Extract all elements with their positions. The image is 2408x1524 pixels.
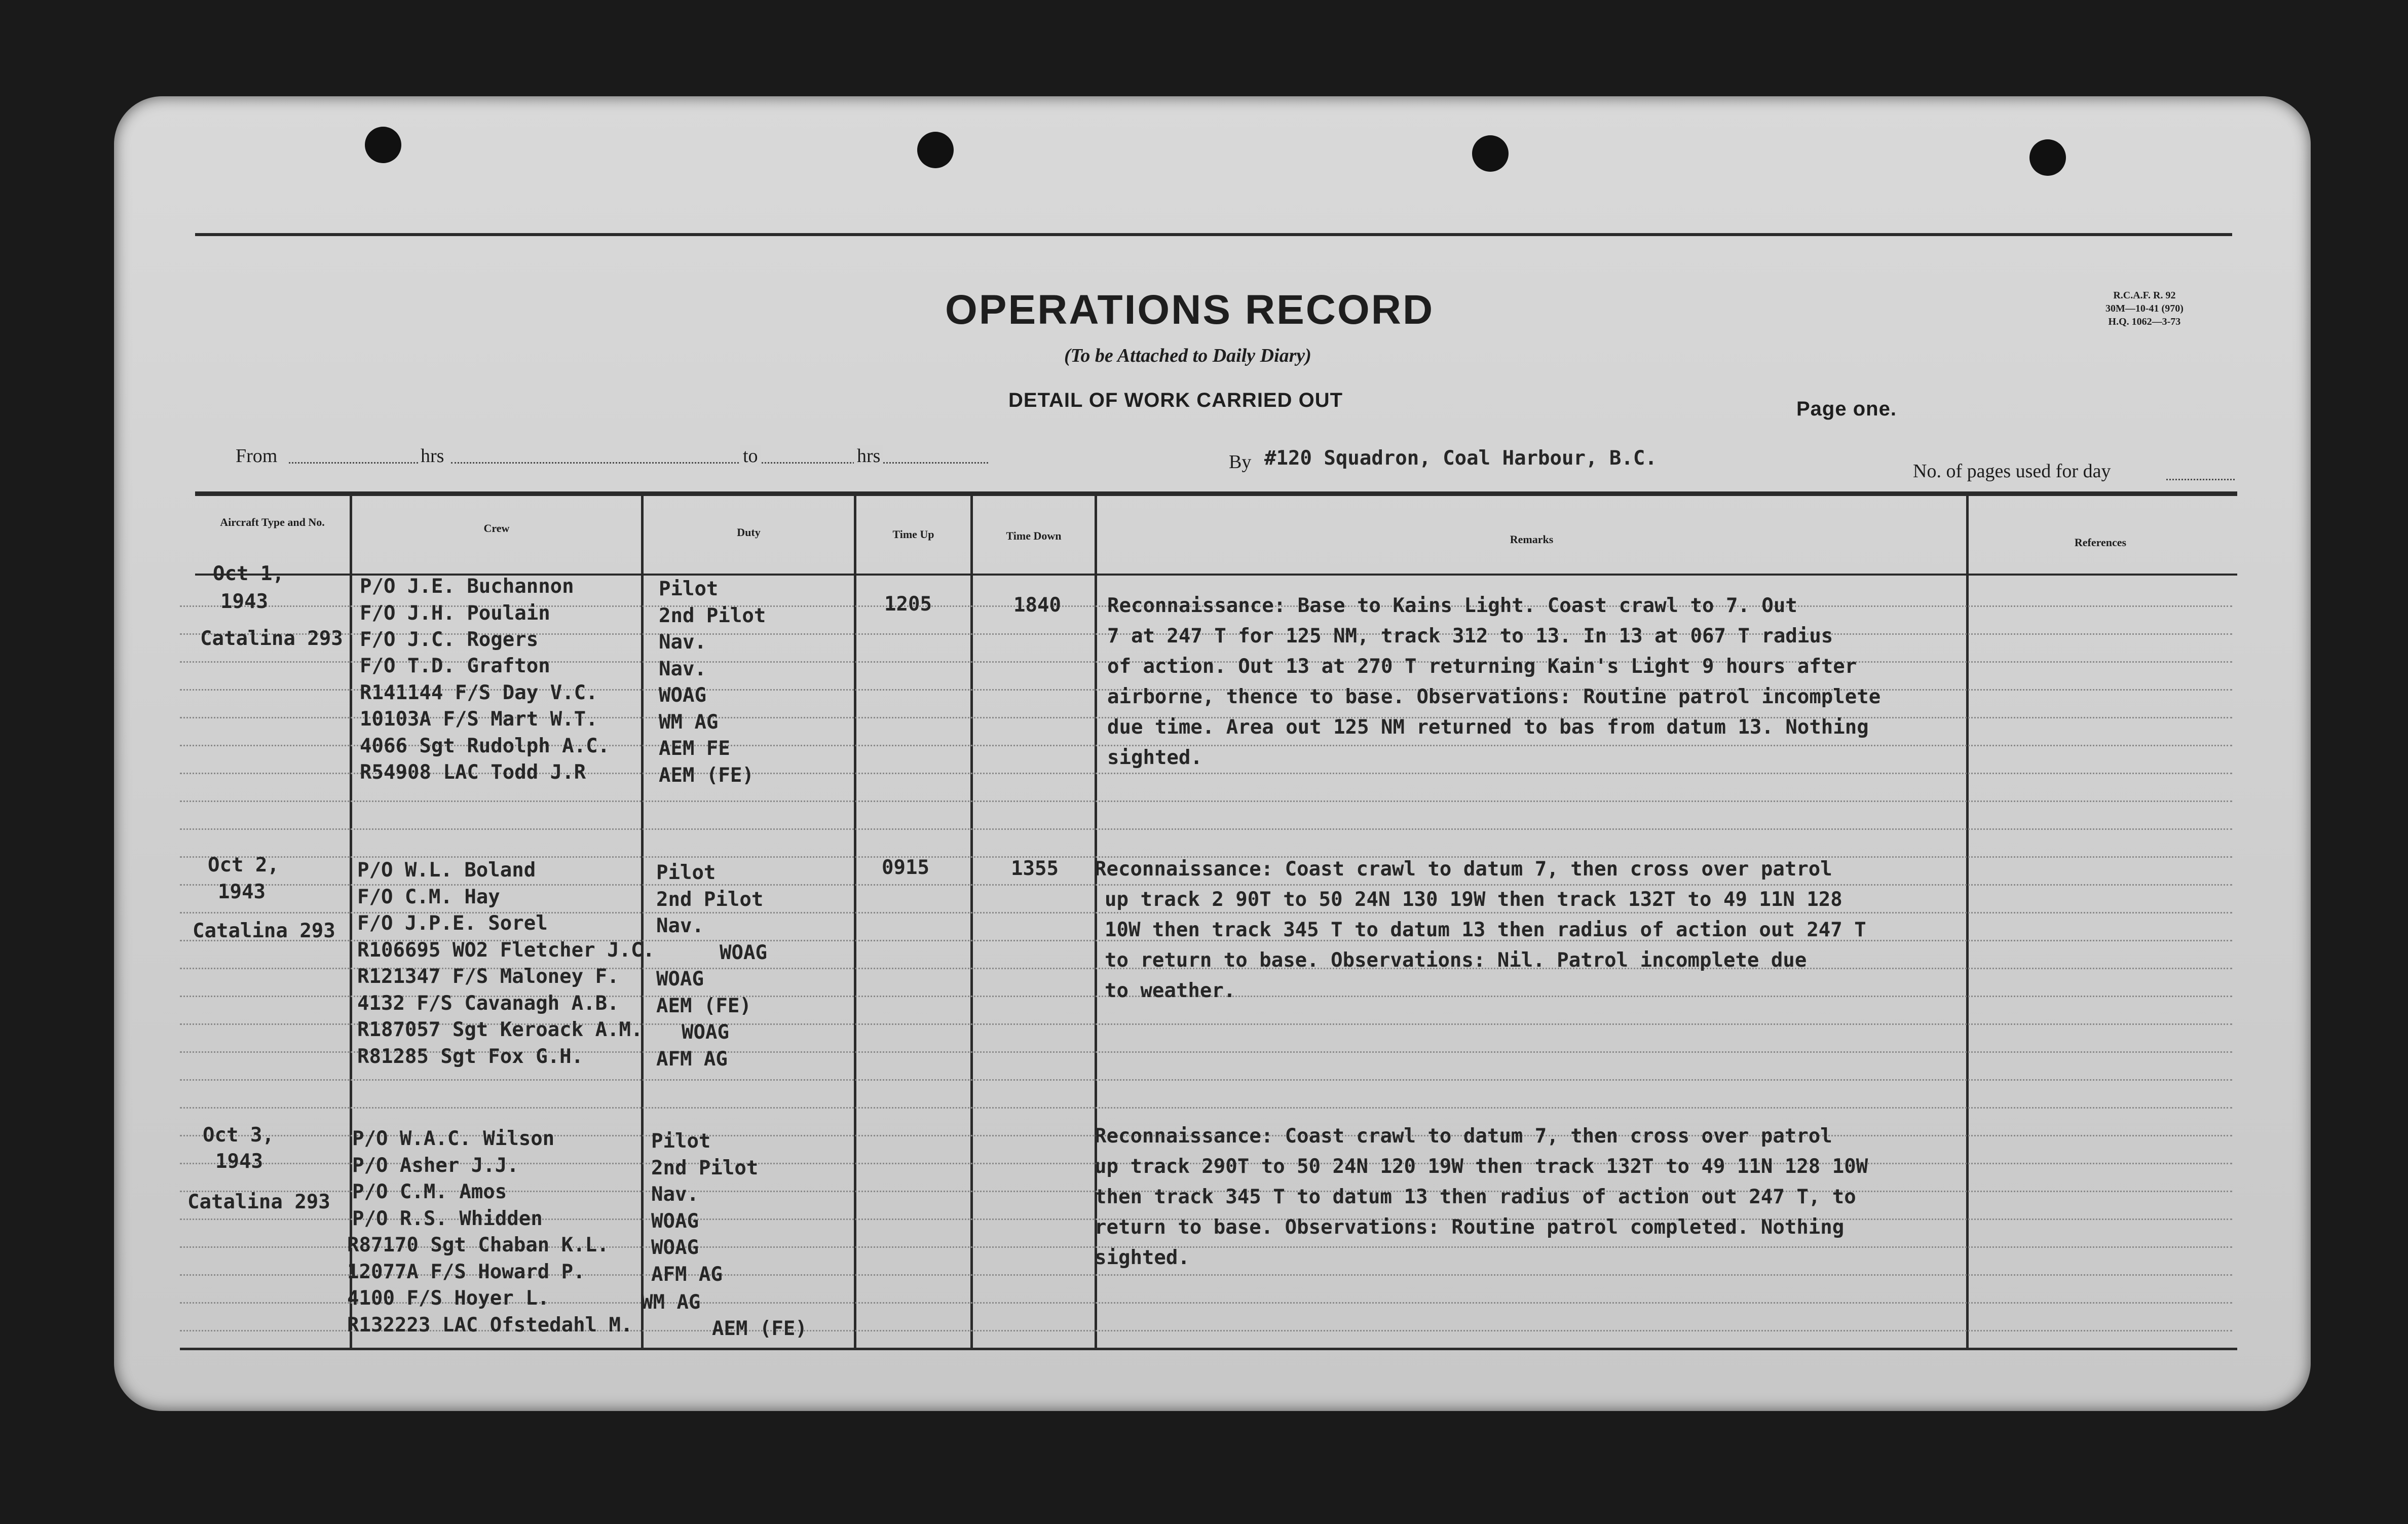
crew-member: F/O T.D. Grafton (360, 655, 550, 677)
crew-member: F/O C.M. Hay (357, 886, 500, 908)
duty-item: WOAG (651, 1210, 699, 1233)
form-number-line: R.C.A.F. R. 92 (2113, 290, 2176, 301)
crew-member: P/O R.S. Whidden (352, 1207, 543, 1230)
crew-member: R87170 Sgt Chaban K.L. (347, 1234, 609, 1256)
remarks-line: return to base. Observations: Routine patrol completed. Nothing (1095, 1216, 1845, 1239)
pages-used-label: No. of pages used for day (1913, 461, 2111, 482)
entry-date: Oct 1, (213, 562, 284, 585)
duty-item: WOAG (656, 968, 704, 990)
duty-item: Nav. (651, 1183, 699, 1206)
crew-member: 4132 F/S Cavanagh A.B. (357, 992, 619, 1015)
duty-item: WM AG (641, 1291, 701, 1314)
top-rule (195, 233, 2232, 236)
remarks-line: to weather. (1105, 979, 1236, 1002)
column-divider (970, 496, 973, 1349)
duty-item: 2nd Pilot (651, 1157, 759, 1179)
duty-column-header: Duty (737, 526, 761, 539)
crew-member: R121347 F/S Maloney F. (357, 965, 619, 988)
aircraft-column-header: Aircraft Type and No. (220, 516, 325, 528)
crew-column-header: Crew (483, 522, 510, 535)
table-top-rule (195, 491, 2237, 496)
row-guide (180, 801, 2232, 802)
to-label: to (740, 445, 761, 467)
references-column-header: References (2074, 536, 2127, 549)
duty-item: Nav. (659, 658, 706, 680)
crew-member: R187057 Sgt Keroack A.M. (357, 1018, 643, 1041)
detail-heading: DETAIL OF WORK CARRIED OUT (1008, 389, 1343, 411)
entry-date: Oct 2, (208, 854, 279, 877)
squadron-value: #120 Squadron, Coal Harbour, B.C. (1264, 447, 1657, 470)
hrs-blank (451, 462, 988, 464)
entry-date: Oct 3, (203, 1124, 274, 1147)
remarks-line: to return to base. Observations: Nil. Patrol incomplete due (1105, 949, 1807, 972)
entry-time-up: 1205 (884, 593, 932, 616)
hrs-label: hrs (421, 445, 444, 467)
entry-year: 1943 (215, 1150, 263, 1173)
punch-hole (365, 127, 401, 163)
duty-item: WOAG (720, 941, 767, 964)
form-number (2105, 289, 2184, 328)
crew-member: 4100 F/S Hoyer L. (347, 1287, 550, 1310)
crew-member: 12077A F/S Howard P. (347, 1261, 585, 1283)
remarks-line: sighted. (1107, 746, 1202, 769)
table-bottom-rule (180, 1348, 2237, 1350)
crew-member: 4066 Sgt Rudolph A.C. (360, 735, 610, 757)
punch-hole (1472, 135, 1509, 172)
duty-item: WOAG (682, 1021, 729, 1044)
duty-item: 2nd Pilot (656, 888, 764, 911)
form-title: OPERATIONS RECORD (945, 287, 1435, 333)
crew-member: P/O W.A.C. Wilson (352, 1127, 555, 1150)
entry-year: 1943 (218, 881, 266, 903)
remarks-line: sighted. (1095, 1246, 1190, 1269)
crew-member: P/O W.L. Boland (357, 859, 536, 882)
remarks-line: Reconnaissance: Coast crawl to datum 7, then cross over patrol (1095, 858, 1832, 881)
from-label: From (236, 445, 278, 467)
duty-item: AEM (FE) (712, 1317, 807, 1340)
crew-member: R106695 WO2 Fletcher J.C. (357, 939, 655, 962)
duty-item: AEM FE (659, 737, 730, 760)
remarks-line: airborne, thence to base. Observations: Routine patrol incomplete (1107, 685, 1881, 708)
crew-member: P/O C.M. Amos (352, 1180, 507, 1203)
crew-member: R141144 F/S Day V.C. (360, 681, 598, 704)
crew-member: R132223 LAC Ofstedahl M. (347, 1314, 633, 1337)
duty-item: WM AG (659, 711, 719, 734)
crew-member: F/O J.P.E. Sorel (357, 912, 548, 935)
time-up-column-header: Time Up (892, 528, 934, 541)
remarks-line: then track 345 T to datum 13 then radius of action out 247 T, to (1095, 1186, 1856, 1208)
remarks-column-header: Remarks (1510, 533, 1554, 546)
column-divider (854, 496, 856, 1349)
duty-item: AEM (FE) (656, 995, 751, 1017)
remarks-line: 7 at 247 T for 125 NM, track 312 to 13. In 13 at 067 T radius (1107, 625, 1833, 647)
duty-item: Pilot (651, 1130, 711, 1153)
form-subtitle: (To be Attached to Daily Diary) (1064, 345, 1311, 366)
column-divider (641, 496, 644, 1349)
crew-member: 10103A F/S Mart W.T. (360, 708, 598, 731)
duty-item: WOAG (659, 684, 706, 707)
remarks-line: up track 2 90T to 50 24N 130 19W then track 132T to 49 11N 128 (1105, 888, 1842, 911)
entry-time-up: 0915 (882, 856, 929, 879)
entry-aircraft: Catalina 293 (187, 1191, 330, 1213)
row-guide (180, 828, 2232, 830)
from-blank (289, 462, 418, 464)
remarks-line: Reconnaissance: Base to Kains Light. Coast crawl to 7. Out (1107, 594, 1797, 617)
entry-aircraft: Catalina 293 (200, 627, 343, 650)
remarks-line: due time. Area out 125 NM returned to bas from datum 13. Nothing (1107, 716, 1869, 739)
duty-item: Pilot (656, 861, 716, 884)
crew-member: P/O J.E. Buchannon (360, 575, 574, 598)
crew-member: F/O J.H. Poulain (360, 602, 550, 625)
remarks-line: of action. Out 13 at 270 T returning Kain's Light 9 hours after (1107, 655, 1857, 678)
form-number-line: 30M—10-41 (970) (2105, 303, 2184, 314)
crew-member: R54908 LAC Todd J.R (360, 761, 586, 784)
duty-item: WOAG (651, 1236, 699, 1259)
form-number-line: H.Q. 1062—3-73 (2108, 316, 2181, 327)
crew-member: F/O J.C. Rogers (360, 628, 539, 651)
entry-time-down: 1355 (1011, 857, 1059, 880)
crew-member: R81285 Sgt Fox G.H. (357, 1045, 584, 1068)
duty-item: AEM (FE) (659, 764, 754, 787)
remarks-line: up track 290T to 50 24N 120 19W then track 132T to 49 11N 128 10W (1095, 1155, 1868, 1178)
duty-item: Pilot (659, 578, 719, 600)
remarks-line: Reconnaissance: Coast crawl to datum 7, then cross over patrol (1095, 1125, 1832, 1148)
pages-used-blank (2166, 479, 2235, 480)
page-label: Page one. (1796, 398, 1897, 420)
crew-member: P/O Asher J.J. (352, 1154, 519, 1177)
punch-hole (917, 132, 954, 168)
duty-item: AFM AG (651, 1263, 723, 1286)
duty-item: AFM AG (656, 1048, 728, 1071)
row-guide (180, 1079, 2232, 1081)
duty-item: Nav. (656, 915, 704, 937)
by-label: By (1229, 451, 1252, 473)
column-divider (1966, 496, 1969, 1349)
entry-aircraft: Catalina 293 (193, 920, 335, 942)
hrs2-label: hrs (854, 445, 883, 467)
punch-hole (2029, 139, 2066, 176)
duty-item: 2nd Pilot (659, 604, 766, 627)
duty-item: Nav. (659, 631, 706, 654)
operations-record-card (114, 96, 2311, 1411)
entry-year: 1943 (220, 590, 268, 613)
row-guide (180, 1107, 2232, 1109)
entry-time-down: 1840 (1013, 594, 1061, 617)
remarks-line: 10W then track 345 T to datum 13 then radius of action out 247 T (1105, 919, 1866, 941)
time-down-column-header: Time Down (1006, 529, 1062, 542)
